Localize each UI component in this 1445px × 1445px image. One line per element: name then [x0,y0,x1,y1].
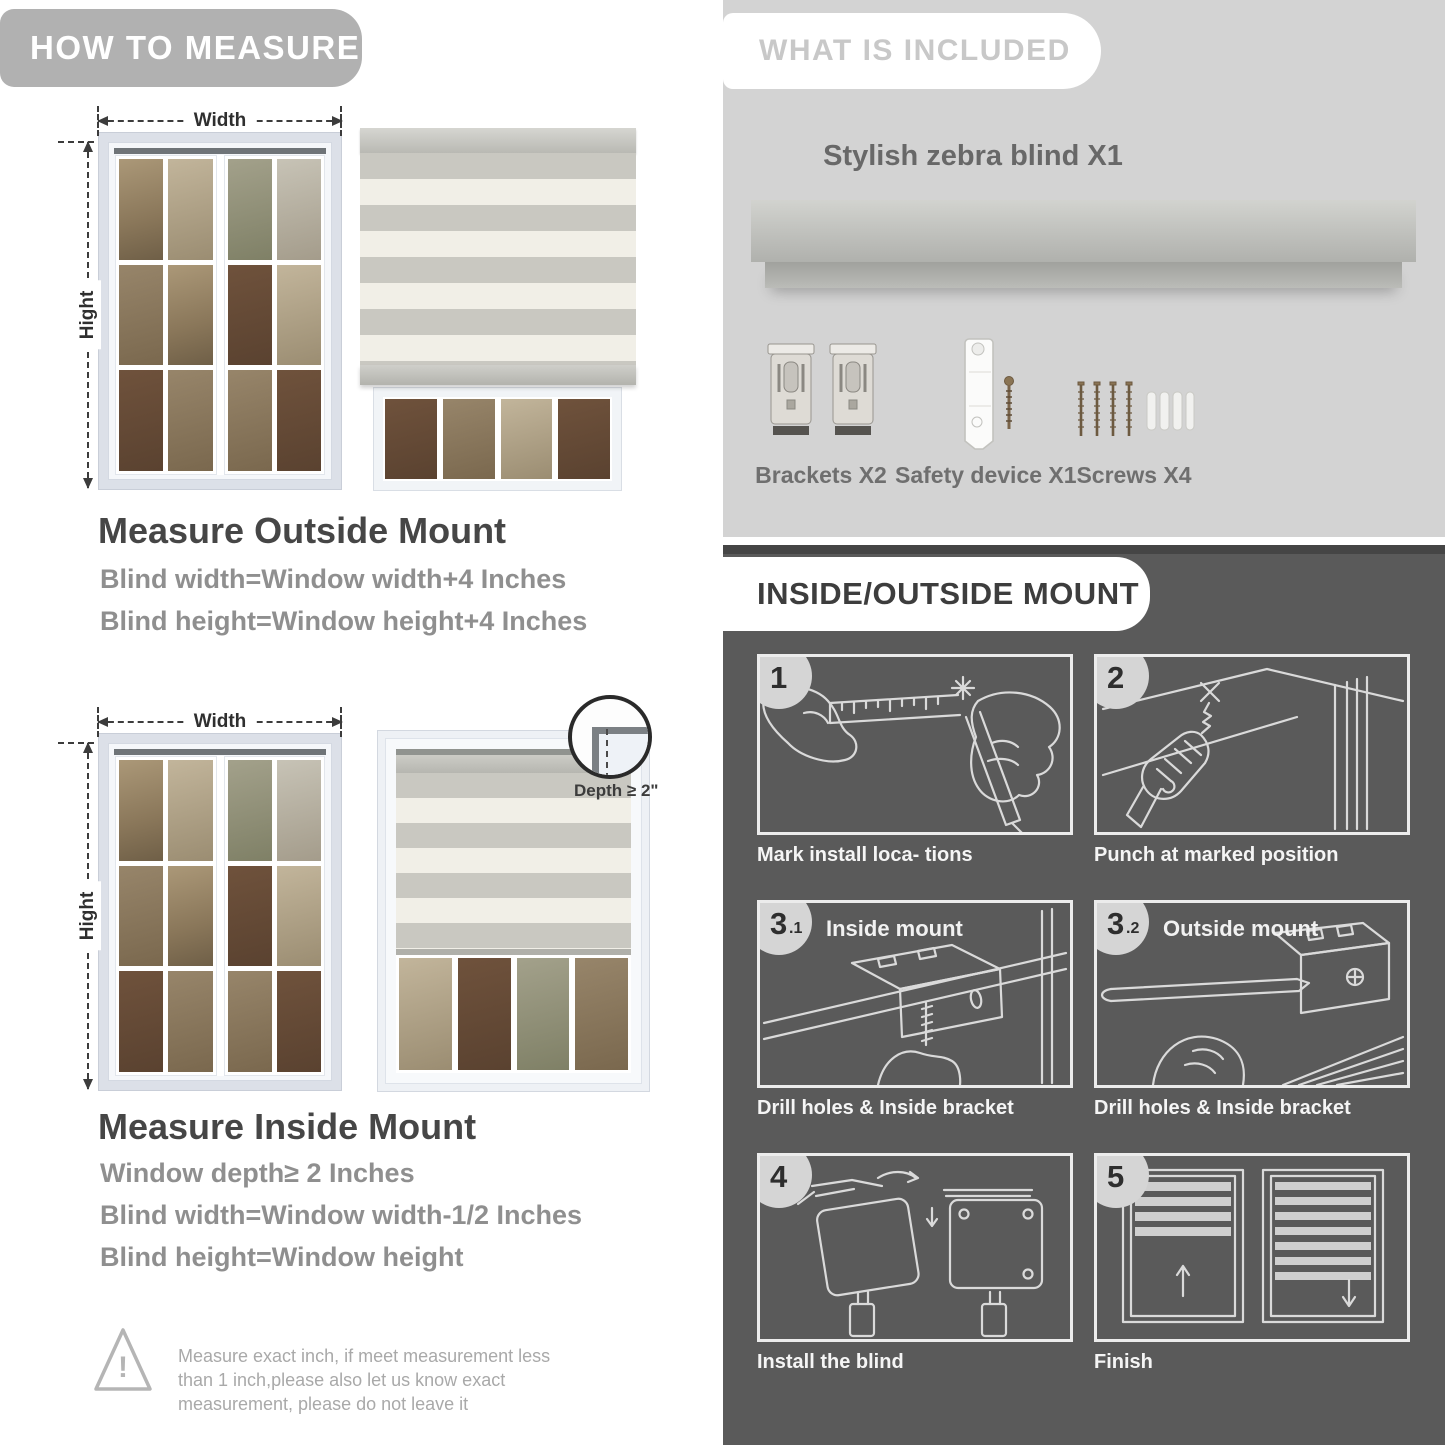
width-dimension-arrow [98,711,342,732]
step-number-badge: 4 [757,1153,812,1208]
bracket-icon [765,340,817,444]
inside-mount-window-photo [98,733,342,1091]
height-label: Hight [75,281,101,350]
step-1-panel [757,654,1073,835]
inside-mount-title: Measure Inside Mount [98,1106,477,1147]
window-behind-blind [374,388,621,490]
step-4-caption: Install the blind [757,1351,904,1373]
glass-pane [168,866,212,967]
glass-pane [228,370,272,471]
measure-warning-text: Measure exact inch, if meet measurement less than 1 inch,please also let us know exact measurement, please do not leave it [178,1346,551,1414]
glass-pane [517,958,570,1070]
glass-pane [385,399,437,479]
glass-pane [228,265,272,366]
window-top-reveal [114,148,326,154]
step-number-badge: 3 .2 [1094,900,1149,955]
inside-mount-line1: Window depth≥ 2 Inches [100,1158,415,1188]
window-glass-area [115,756,325,1076]
step-3-1-panel [757,900,1073,1088]
brackets-label: Brackets X2 [755,462,887,488]
zebra-blind-headrail-image [751,200,1416,262]
glass-pane [168,265,212,366]
window-top-reveal [114,749,326,755]
screws-label: Screws X4 [1076,462,1192,488]
glass-pane [501,399,553,479]
window-sash-left [115,756,217,1076]
outside-mount-overlay-label: Outside mount [1163,916,1319,941]
step-2-caption: Punch at marked position [1094,844,1339,866]
what-is-included-section [723,0,1445,537]
outside-mount-line2: Blind height=Window height+4 Inches [100,606,588,636]
step-2-panel [1094,654,1410,835]
step-5-panel [1094,1153,1410,1342]
glass-pane [399,958,452,1070]
glass-pane [168,760,212,861]
arrowhead-up-icon [83,141,93,152]
step-1 [757,654,1073,867]
arrowhead-left-icon [97,717,108,727]
depth-magnifier-circle [568,695,652,779]
glass-pane [228,866,272,967]
step-5-caption: Finish [1094,1351,1153,1373]
what-is-included-title: WHAT IS INCLUDED [759,34,1071,67]
what-is-included-header [723,13,1101,89]
glass-pane [228,760,272,861]
glass-pane [119,265,163,366]
glass-pane [575,958,628,1070]
depth-label: Depth ≥ 2" [574,781,659,800]
brackets-image [765,340,879,444]
glass-pane [277,760,321,861]
step-2 [1094,654,1410,867]
arrowhead-down-icon [83,478,93,489]
glass-pane [168,159,212,260]
safety-screw-icon [1003,376,1015,439]
glass-pane [277,265,321,366]
warning-triangle-icon [92,1325,154,1397]
step-3-1-caption: Drill holes & Inside bracket [757,1097,1014,1119]
magnified-corner [592,727,652,779]
how-to-measure-title: HOW TO MEASURE [30,29,361,66]
safety-device-label: Safety device X1 [895,462,1077,488]
glass-pane [168,971,212,1072]
arrowhead-left-icon [97,116,108,126]
glass-pane [458,958,511,1070]
glass-pane [558,399,610,479]
glass-pane [277,971,321,1072]
glass-pane [168,370,212,471]
step-3-2-panel [1094,900,1410,1088]
glass-pane [119,370,163,471]
outside-mount-line1: Blind width=Window width+4 Inches [100,564,567,594]
step-5 [1094,1153,1410,1374]
outside-mount-blind-image [360,128,636,385]
window-glass-area [115,155,325,475]
blind-bottom-rail [360,365,636,385]
glass-pane [277,370,321,471]
how-to-measure-header [0,9,362,87]
glass-pane [119,866,163,967]
glass-pane [119,159,163,260]
width-label: Width [184,110,257,132]
inside-mount-line2: Blind width=Window width-1/2 Inches [100,1200,583,1230]
step-number-badge: 2 [1094,654,1149,709]
arrowhead-right-icon [332,717,343,727]
height-label: Hight [75,882,101,951]
window-glass-area [396,955,631,1073]
step-3-1 [757,900,1073,1120]
inside-outside-mount-header [723,557,1150,631]
outside-mount-window-photo [98,132,342,490]
window-sash-right [224,155,326,475]
inside-mount-overlay-label: Inside mount [826,916,963,941]
glass-pane [119,971,163,1072]
step-number-badge: 5 [1094,1153,1149,1208]
exclamation-mark: ! [118,1351,128,1384]
width-dimension-arrow [98,110,342,131]
step-number-badge: 1 [757,654,812,709]
step-4 [757,1153,1073,1374]
inside-outside-mount-title: INSIDE/OUTSIDE MOUNT [757,576,1140,611]
zebra-blind-bottom-rail-image [765,262,1402,288]
blind-zebra-stripes [360,153,636,365]
step-3-2-caption: Drill holes & Inside bracket [1094,1097,1351,1119]
window-sash-right [224,756,326,1076]
glass-pane [228,971,272,1072]
product-label: Stylish zebra blind X1 [823,140,1123,172]
glass-pane [228,159,272,260]
step-4-panel [757,1153,1073,1342]
width-label: Width [184,711,257,733]
step-1-caption: Mark install loca- tions [757,844,973,866]
blind-headrail [360,128,636,153]
screws-and-anchors-image [1075,380,1195,447]
inside-outside-mount-section [723,545,1445,1445]
outside-mount-title: Measure Outside Mount [98,510,507,551]
height-dimension-arrow [77,142,98,488]
height-dimension-arrow [77,743,98,1089]
arrowhead-right-icon [332,116,343,126]
magnified-depth-dash [606,729,608,779]
section-top-strip [723,545,1445,554]
arrowhead-down-icon [83,1079,93,1090]
glass-pane [119,760,163,861]
bracket-icon [827,340,879,444]
arrowhead-up-icon [83,742,93,753]
step-3-2 [1094,900,1410,1120]
glass-pane [443,399,495,479]
glass-pane [277,866,321,967]
glass-pane [277,159,321,260]
window-sash-left [115,155,217,475]
safety-device-image [962,336,996,457]
inside-mount-line3: Blind height=Window height [100,1242,464,1272]
step-number-badge: 3 .1 [757,900,812,955]
